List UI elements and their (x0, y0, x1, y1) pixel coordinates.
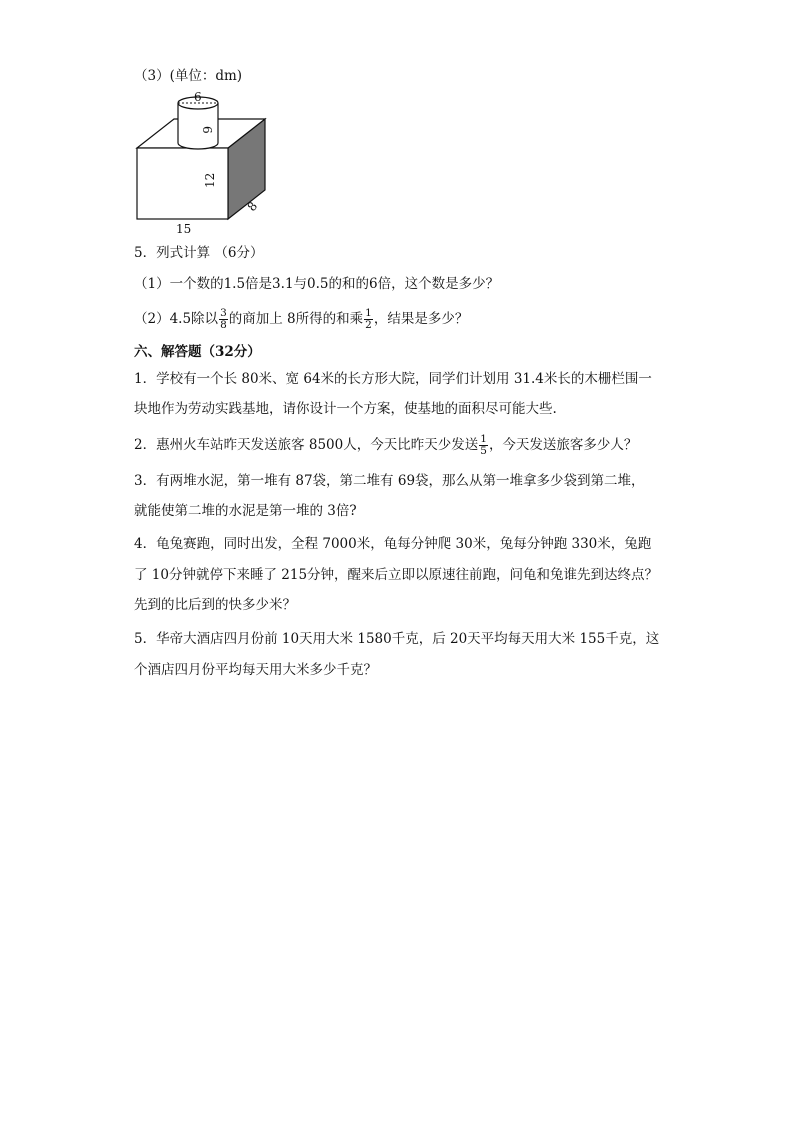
fraction-denominator: 2 (365, 319, 372, 331)
box-height-label: 12 (203, 172, 217, 188)
cylinder-height-label: 6 (200, 126, 214, 134)
fraction-1-5 (479, 434, 488, 457)
fraction-numerator: 1 (365, 307, 372, 319)
problem5-line1: 5．华帝大酒店四月份前 10天用大米 1580千克，后 20天平均每天用大米 155千克，这 (134, 631, 660, 647)
problem4-line1: 4．龟兔赛跑，同时出发，全程 7000米，龟每分钟爬 30米，兔每分钟跑 330米，兔跑 (134, 536, 652, 552)
box-width-label: 8 (244, 199, 261, 214)
problem2 (134, 434, 637, 457)
q5-heading: 5．列式计算 （6分） (134, 245, 264, 261)
fraction-1-2 (364, 308, 373, 331)
problem3-line2: 就能使第二堆的水泥是第一堆的 3倍? (134, 503, 357, 519)
cylinder-on-box-figure (130, 88, 280, 238)
q5-item2-prefix: （2）4.5除以 (134, 311, 219, 327)
problem1-line2: 块地作为劳动实践基地，请你设计一个方案，使基地的面积尽可能大些. (134, 401, 557, 417)
section6-heading: 六、解答题（32分） (134, 344, 261, 360)
part3-label: （3）(单位：dm) (134, 68, 243, 84)
box-length-label: 15 (176, 222, 192, 236)
problem1-line1: 1．学校有一个长 80米、宽 64米的长方形大院，同学们计划用 31.4米长的木栅栏围一 (134, 371, 652, 387)
fraction-denominator: 5 (480, 445, 487, 457)
q5-item2-suffix: ，结果是多少？ (373, 311, 469, 327)
q5-item2 (134, 308, 468, 331)
problem2-suffix: ，今天发送旅客多少人？ (488, 437, 638, 453)
fraction-denominator: 8 (220, 319, 227, 331)
fraction-numerator: 1 (480, 433, 487, 445)
problem2-prefix: 2．惠州火车站昨天发送旅客 8500人，今天比昨天少发送 (134, 437, 479, 453)
problem5-line2: 个酒店四月份平均每天用大米多少千克？ (134, 662, 377, 678)
fraction-3-8 (219, 308, 228, 331)
q5-item1: （1）一个数的1.5倍是3.1与0.5的和的6倍，这个数是多少？ (134, 276, 500, 292)
problem4-line3: 先到的比后到的快多少米？ (134, 597, 296, 613)
q5-item2-middle: 的商加上 8所得的和乘 (228, 311, 364, 327)
problem4-line2: 了 10分钟就停下来睡了 215分钟，醒来后立即以原速往前跑，问龟和兔谁先到达终点？ (134, 567, 659, 583)
cylinder-diameter-label: 6 (194, 90, 202, 104)
fraction-numerator: 3 (220, 307, 227, 319)
problem3-line1: 3．有两堆水泥，第一堆有 87袋，第二堆有 69袋，那么从第一堆拿多少袋到第二堆， (134, 473, 645, 489)
